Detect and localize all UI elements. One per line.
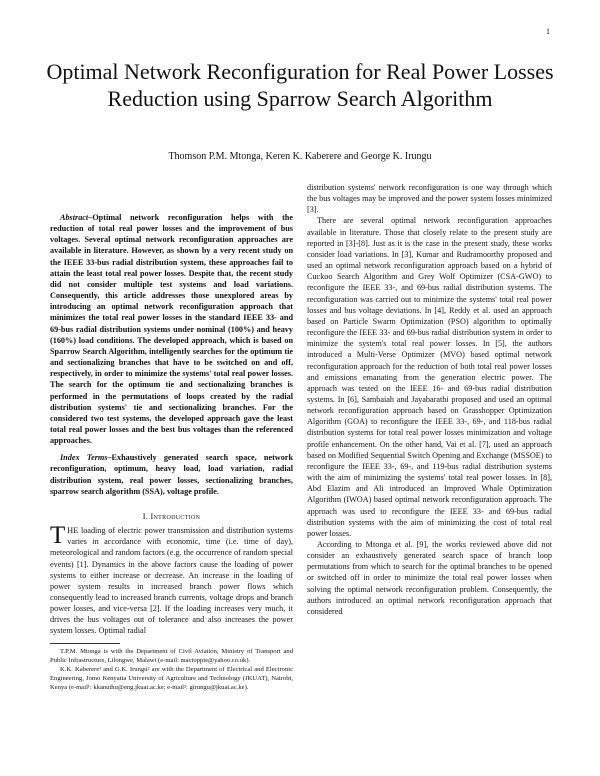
index-terms-text: –Exhaustively generated search space, network reconfiguration, optimum, heavy load, load variation, radial distribution system, real power losses, sectionalizing branches, sparrow search algorithm (SSA), voltage profile. [50,453,293,496]
intro-paragraph [50,522,293,637]
left-column [50,182,293,692]
paper-title: Optimal Network Reconfiguration for Real Power Losses Reduction using Sparrow Search Algorithm [46,59,554,111]
section-heading-introduction: I. Introduction [142,511,201,521]
footnote-divider [50,643,120,644]
abstract [50,212,293,446]
footnote: K.K. Kaberere¹ and G.K. Irungu² are with the Department of Electrical and Electronic Engineering, Jomo Kenyatta University of Agriculture and Technology (JKUAT), Nairobi, Kenya (e-mail¹: kkanuthu@eng.jkuat.ac.ke; e-mail²: girungu@jkuat.ac.ke). [50,665,293,691]
intro-paragraph-text: HE loading of electric power transmission and distribution systems varies in accordance with economic, time (i.e. time of day), meteorological and random factors (e.g. the occurrence of random special events) [1]. Dynamics in the above factors cause the loading of power systems to either increase or decrease. An increase in the loading of power system results in increased branch power flows which consequently lead to increased branch currents, voltage drops and branch power losses, and vice-versa [2]. If the loading increases very much, it drives the bus voltages out of tolerance and also increases the power system losses. Optimal radial [50,526,293,636]
body-paragraph: distribution systems' network reconfiguration is one way through which the bus voltages may be improved and the power system losses minimized [3]. [307,183,552,215]
author-list: Thomson P.M. Mtonga, Keren K. Kaberere and George K. Irungu [168,151,432,162]
right-column [307,182,552,617]
index-terms-label: Index Terms [60,453,108,463]
page-number: 1 [546,27,550,36]
abstract-text: –Optimal network reconfiguration helps with the reduction of total real power losses and the improvement of bus voltages. Several optimal network reconfiguration approaches are available in literature. However, as shown by a very recent study on the IEEE 33-bus radial distribution system, these approaches fail to attain the least total real power losses. Despite that, the recent study did not consider multiple test systems and load variations. Consequently, this article addresses those unexplored areas by introducing an optimal network reconfiguration approach that minimizes the total real power losses in the standard IEEE 33- and 69-bus radial distribution systems under nominal (100%) and heavy (160%) load conditions. The developed approach, which is based on Sparrow Search Algorithm, intelligently searches for the optimum tie and sectionalizing branches that have to be switched on and off, respectively, in order to minimize the systems' total real power losses. The search for the optimum tie and sectionalizing branches is performed in the permutations of loops created by the radial distribution systems' tie and sectionalizing branches. For the considered two test systems, the developed approach gave the least total real power losses and the best bus voltages than the referenced approaches. [50,213,293,446]
abstract-label: Abstract [60,213,89,222]
body-paragraph: There are several optimal network reconfiguration approaches available in literature. Those that closely relate to the present study are reported in [3]-[8]. Just as it is the case in the present study, these works consider load variations. In [3], Kumar and Rudramoorthy proposed and used an optimal network reconfiguration approach based on a hybrid of Cuckoo Search Algorithm and Grey Wolf Optimizer (CSA-GWO) to reconfigure the IEEE 33-, and 69-bus radial distribution systems. The reconfiguration was carried out to minimize the systems' total real power losses and bus voltage deviations. In [4], Reddy et al. used an approach based on Particle Swarm Optimization (PSO) algorithm to optimally reconfigure the IEEE 33- and 69-bus radial distribution system in order to minimize the system's total real power losses. In [5], the authors introduced a Multi-Verse Optimizer (MVO) based optimal network reconfiguration approach for the reduction of both total real power losses and emissions emanating from the generation electric power. The approach was tested on the IEEE 16- and 69-bus radial distribution systems. In [6], Sambaiah and Jayabarathi proposed and used an optimal network reconfiguration approach based on Grasshopper Optimization Algorithm (GOA) to reconfigure the IEEE 33-, 69-, and 118-bus radial distribution systems for total real power losses minimization and voltage profile enhancement. On the other hand, Vai et al. [7], used an approach based on Modified Sequential Switch Opening and Exchange (MSSOE) to reconfigure the IEEE 33-, 69-, and 119-bus radial distribution systems with the aim of minimizing the systems' total real power losses. In [8], Abd Elazim and Ali introduced an Improved Whale Optimization Algorithm (IWOA) based optimal network reconfiguration approach. The approach was used to reconfigure the IEEE 33- and 69-bus radial distribution systems with the aim of minimizing the cost of total real power losses. [307,216,552,538]
index-terms [50,452,293,497]
body-paragraph: According to Mtonga et al. [9], the works reviewed above did not consider an exhaustively generated search space of branch loop permutations from which to search for the optimal branches to be opened or switched off in order to minimize the total real power losses when solving the optimal network reconfiguration problem. Consequently, the authors introduced an optimal network reconfiguration approach that considered [307,540,552,616]
footnote: T.P.M. Mtonga is with the Department of Civil Aviation, Ministry of Transport and Public Infrastructure, Lilongwe, Malawi (e-mail: mactoppie@yahoo.co.uk). [50,647,293,664]
drop-cap: T [50,522,66,550]
